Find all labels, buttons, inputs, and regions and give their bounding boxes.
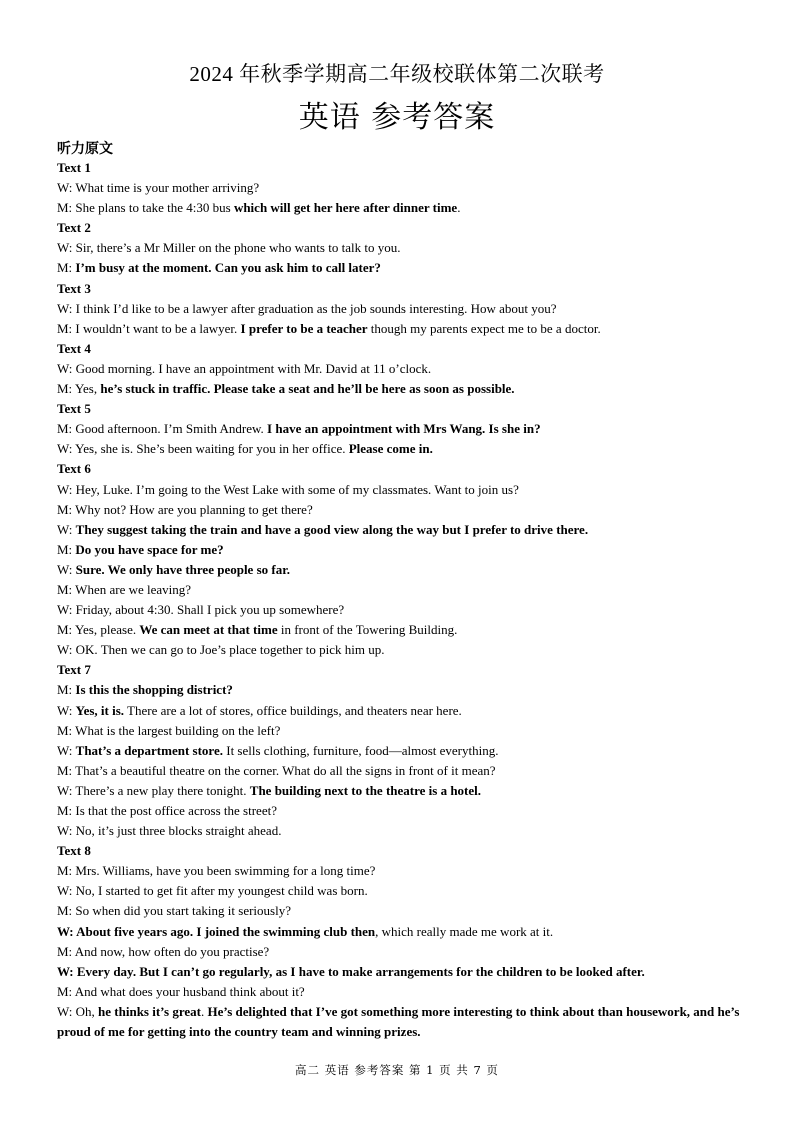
- dialogue-line: [57, 701, 747, 721]
- dialogue-line: [57, 540, 747, 560]
- dialogue-text: W: Friday, about 4:30. Shall I pick you up somewhere?: [57, 602, 345, 618]
- answer-key-phrase: he’s stuck in traffic. Please take a seat and he’ll be here as soon as possible.: [100, 381, 515, 397]
- dialogue-text: .: [457, 200, 461, 216]
- dialogue-text: M:: [57, 260, 76, 276]
- dialogue-text: W: Sir, there’s a Mr Miller on the phone who wants to talk to you.: [57, 240, 401, 256]
- dialogue-text: W:: [57, 702, 76, 718]
- dialogue-line: [57, 821, 747, 841]
- answer-key-phrase: I have an appointment with Mrs Wang. Is she in?: [267, 421, 541, 437]
- dialogue-line: [57, 600, 747, 620]
- dialogue-text: M: When are we leaving?: [57, 581, 192, 597]
- dialogue-line: [57, 761, 747, 781]
- dialogue-text: W: What time is your mother arriving?: [57, 180, 260, 196]
- answer-key-phrase: W: Every day. But I can’t go regularly, as I have to make arrangements for the children to be looked after.: [57, 963, 645, 979]
- dialogue-text: .: [200, 1003, 208, 1019]
- dialogue-text: M: I wouldn’t want to be a lawyer.: [57, 320, 241, 336]
- answer-key-phrase: That’s a department store.: [75, 742, 223, 758]
- page-footer: 高二 英语 参考答案 第 1 页 共 7 页: [295, 1063, 499, 1077]
- dialogue-line: [57, 439, 747, 459]
- answer-key-phrase: which will get her here after dinner time: [233, 200, 458, 216]
- dialogue-line: [57, 319, 747, 339]
- text-label: Text 7: [57, 662, 91, 678]
- dialogue-line: [57, 258, 747, 278]
- text-label: Text 1: [57, 160, 91, 175]
- dialogue-text: M: Mrs. Williams, have you been swimming for a long time?: [57, 863, 376, 879]
- dialogue-text: M: What is the largest building on the left?: [57, 722, 281, 738]
- answer-key-phrase: he thinks it’s great: [98, 1003, 201, 1019]
- dialogue-line: [57, 881, 747, 901]
- dialogue-text: M: Is that the post office across the street?: [57, 803, 277, 818]
- dialogue-text: W: Good morning. I have an appointment with Mr. David at 11 o’clock.: [57, 360, 432, 376]
- dialogue-line: [57, 801, 747, 821]
- dialogue-text: M: And what does your husband think about it?: [57, 983, 305, 999]
- dialogue-text: M: That’s a beautiful theatre on the corner. What do all the signs in front of it mean?: [57, 762, 496, 778]
- text-label: Text 4: [57, 340, 91, 356]
- text-label: Text 5: [57, 401, 91, 417]
- text-label: Text 3: [57, 280, 91, 296]
- dialogue-line: [57, 680, 747, 700]
- dialogue-line: [57, 781, 747, 801]
- answer-key-phrase: He’s delighted that I’ve got something more interesting to think about than housework, and he’s proud of me for getting into the country team and winning prizes.: [57, 1003, 740, 1040]
- answer-key-phrase: They suggest taking the train and have a good view along the way but I prefer to drive there.: [75, 521, 589, 537]
- dialogue-text: W: No, I started to get fit after my youngest child was born.: [57, 883, 368, 899]
- dialogue-text: W:: [57, 561, 76, 577]
- answer-key-phrase: The building next to the theatre is a hotel.: [249, 782, 482, 798]
- dialogue-text: W: Yes, she is. She’s been waiting for you in her office.: [57, 441, 349, 457]
- answer-key-phrase: I’m busy at the moment. Can you ask him to call later?: [75, 260, 381, 276]
- answer-key-phrase: Do you have space for me?: [75, 541, 224, 557]
- dialogue-text: M: Yes,: [57, 381, 101, 397]
- dialogue-line: [57, 379, 747, 399]
- dialogue-line: [57, 942, 747, 962]
- answer-key-phrase: Yes, it is.: [75, 702, 125, 718]
- text-label: Text 2: [57, 220, 91, 236]
- answer-key-phrase: Please come in.: [348, 441, 433, 457]
- dialogue-line: [57, 1002, 747, 1042]
- text-label: Text 8: [57, 843, 91, 859]
- dialogue-line: [57, 640, 747, 660]
- dialogue-line: [57, 580, 747, 600]
- dialogue-text: It sells clothing, furniture, food—almost everything.: [222, 742, 499, 758]
- dialogue-line: [57, 299, 747, 319]
- section-heading-listening-transcript: 听力原文: [57, 141, 113, 157]
- dialogue-text: M:: [57, 682, 76, 698]
- dialogue-line: [57, 238, 747, 258]
- dialogue-line: [57, 359, 747, 379]
- dialogue-line: [57, 500, 747, 520]
- dialogue-text: M: She plans to take the 4:30 bus: [57, 200, 234, 216]
- dialogue-text: W:: [57, 521, 76, 537]
- dialogue-line: [57, 721, 747, 741]
- dialogue-text: , which really made me work at it.: [375, 923, 554, 939]
- dialogue-text: M: Yes, please.: [57, 622, 140, 638]
- dialogue-text: W: No, it’s just three blocks straight ahead.: [57, 823, 282, 839]
- dialogue-text: though my parents expect me to be a doctor.: [367, 320, 601, 336]
- dialogue-line: [57, 922, 747, 942]
- dialogue-text: M: Good afternoon. I’m Smith Andrew.: [57, 421, 268, 437]
- dialogue-text: M: And now, how often do you practise?: [57, 943, 270, 959]
- dialogue-text: W: I think I’d like to be a lawyer after graduation as the job sounds interesting. How about you?: [57, 300, 557, 316]
- answer-key-phrase: Sure. We only have three people so far.: [75, 561, 291, 577]
- answer-key-phrase: Is this the shopping district?: [75, 682, 233, 698]
- listening-transcript: [57, 158, 747, 1042]
- dialogue-line: [57, 480, 747, 500]
- document-title: 英语 参考答案: [298, 100, 496, 135]
- dialogue-line: [57, 982, 747, 1002]
- dialogue-line: [57, 419, 747, 439]
- answer-key-phrase: We can meet at that time: [139, 622, 278, 638]
- dialogue-line: [57, 962, 747, 982]
- dialogue-line: [57, 178, 747, 198]
- dialogue-line: [57, 901, 747, 921]
- dialogue-text: in front of the Towering Building.: [277, 622, 458, 638]
- dialogue-text: W: Hey, Luke. I’m going to the West Lake with some of my classmates. Want to join us?: [57, 481, 519, 497]
- exam-title: 2024 年秋季学期高二年级校联体第二次联考: [189, 62, 605, 86]
- dialogue-text: W:: [57, 742, 76, 758]
- dialogue-line: [57, 620, 747, 640]
- dialogue-line: [57, 741, 747, 761]
- dialogue-line: [57, 198, 747, 218]
- dialogue-text: W: OK. Then we can go to Joe’s place together to pick him up.: [57, 642, 385, 658]
- dialogue-line: [57, 560, 747, 580]
- answer-key-phrase: I prefer to be a teacher: [240, 320, 368, 336]
- answer-key-phrase: W: About five years ago. I joined the swimming club then: [57, 923, 376, 939]
- dialogue-text: M: Why not? How are you planning to get there?: [57, 501, 313, 517]
- dialogue-text: M: So when did you start taking it seriously?: [57, 903, 291, 919]
- dialogue-text: W: Oh,: [57, 1003, 99, 1019]
- dialogue-text: M:: [57, 541, 76, 557]
- dialogue-line: [57, 861, 747, 881]
- dialogue-text: There are a lot of stores, office buildings, and theaters near here.: [124, 702, 462, 718]
- dialogue-text: W: There’s a new play there tonight.: [57, 782, 250, 798]
- dialogue-line: [57, 520, 747, 540]
- text-label: Text 6: [57, 461, 91, 477]
